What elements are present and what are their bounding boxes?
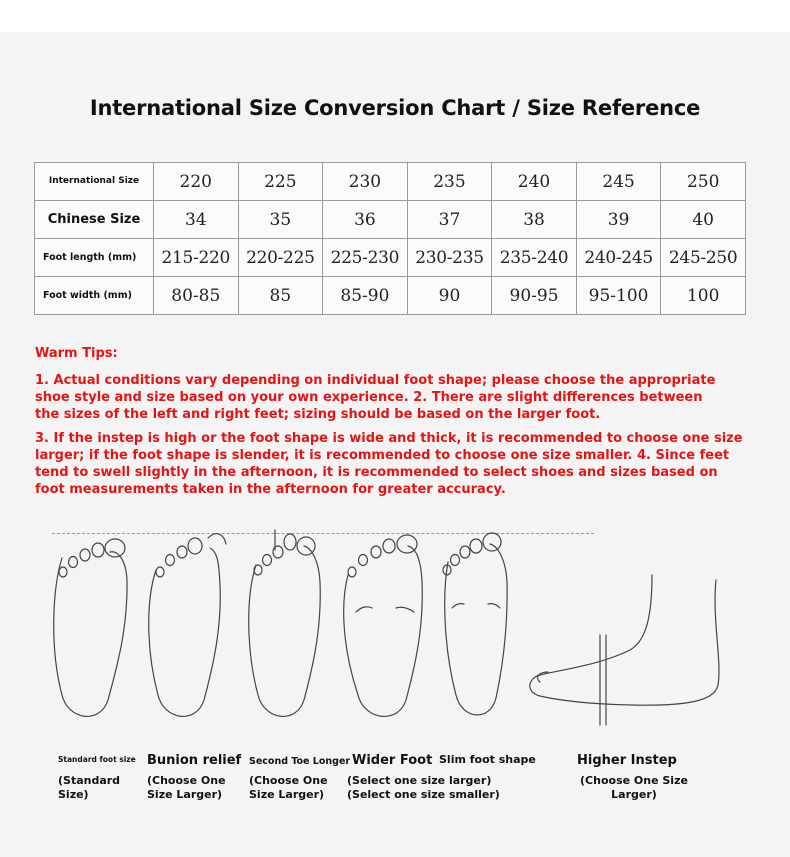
table-cell: 235 [407,163,492,201]
table-cell: 100 [661,277,746,315]
tips-heading: Warm Tips: [35,346,118,361]
foot-type-note: (Choose One Size Larger) [249,774,328,801]
table-cell: 250 [661,163,746,201]
row-label: Foot width (mm) [35,277,154,315]
table-cell: 36 [323,201,408,239]
table-cell: 90 [407,277,492,315]
table-cell: 215-220 [154,239,239,277]
table-cell: 95-100 [576,277,661,315]
tip-paragraph: 1. Actual conditions vary depending on individual foot shape; please choose the appropriate shoe style and size based on your own experience. 2. There are slight differences between the sizes of the left and right feet; sizing should be based on the larger foot. [35,373,716,422]
table-cell: 240 [492,163,577,201]
table-cell: 225 [238,163,323,201]
foot-type-note: (Choose One Size Larger) [147,774,226,801]
foot-types-illustration [0,500,790,740]
slim-foot-icon [443,533,507,715]
table-cell: 235-240 [492,239,577,277]
foot-type-name: Slim foot shape [439,753,536,766]
foot-type-name: Standard foot size [58,755,136,764]
foot-type-name: Second Toe Longer [249,756,351,767]
table-cell: 80-85 [154,277,239,315]
foot-type-note: (Choose One Size Larger) [580,774,688,801]
second-toe-foot-icon [249,530,321,716]
table-cell: 230-235 [407,239,492,277]
table-cell: 230 [323,163,408,201]
table-cell: 220-225 [238,239,323,277]
size-conversion-table [34,162,746,315]
table-row [35,239,746,277]
table-row [35,201,746,239]
table-row [35,277,746,315]
foot-type-name: Bunion relief [147,753,242,768]
table-cell: 245 [576,163,661,201]
table-cell: 245-250 [661,239,746,277]
bunion-foot-icon [149,534,226,717]
top-band [0,0,790,32]
table-row [35,163,746,201]
row-label: Chinese Size [35,201,154,239]
foot-type-note: (Standard Size) [58,774,121,801]
row-label: International Size [35,163,154,201]
high-instep-foot-icon [530,575,719,725]
foot-type-name: Higher Instep [577,753,677,768]
table-cell: 37 [407,201,492,239]
table-cell: 220 [154,163,239,201]
table-cell: 90-95 [492,277,577,315]
page-title: International Size Conversion Chart / Size Reference [89,96,701,120]
table-cell: 225-230 [323,239,408,277]
table-cell: 35 [238,201,323,239]
row-label: Foot length (mm) [35,239,154,277]
foot-type-name: Wider Foot [352,753,433,768]
table-cell: 240-245 [576,239,661,277]
table-cell: 39 [576,201,661,239]
table-cell: 38 [492,201,577,239]
standard-foot-icon [54,539,127,716]
foot-type-note: (Select one size larger) (Select one size smaller) [347,774,500,801]
tip-paragraph: 3. If the instep is high or the foot shape is wide and thick, it is recommended to choose one size larger; if the foot shape is slender, it is recommended to choose one size smaller. 4. Since feet tend to swell slightly in the afternoon, it is recommended to select shoes and sizes based on foot measurements taken in the afternoon for greater accuracy. [35,431,743,497]
table-cell: 40 [661,201,746,239]
wider-foot-icon [344,535,423,716]
table-cell: 34 [154,201,239,239]
table-cell: 85 [238,277,323,315]
table-cell: 85-90 [323,277,408,315]
